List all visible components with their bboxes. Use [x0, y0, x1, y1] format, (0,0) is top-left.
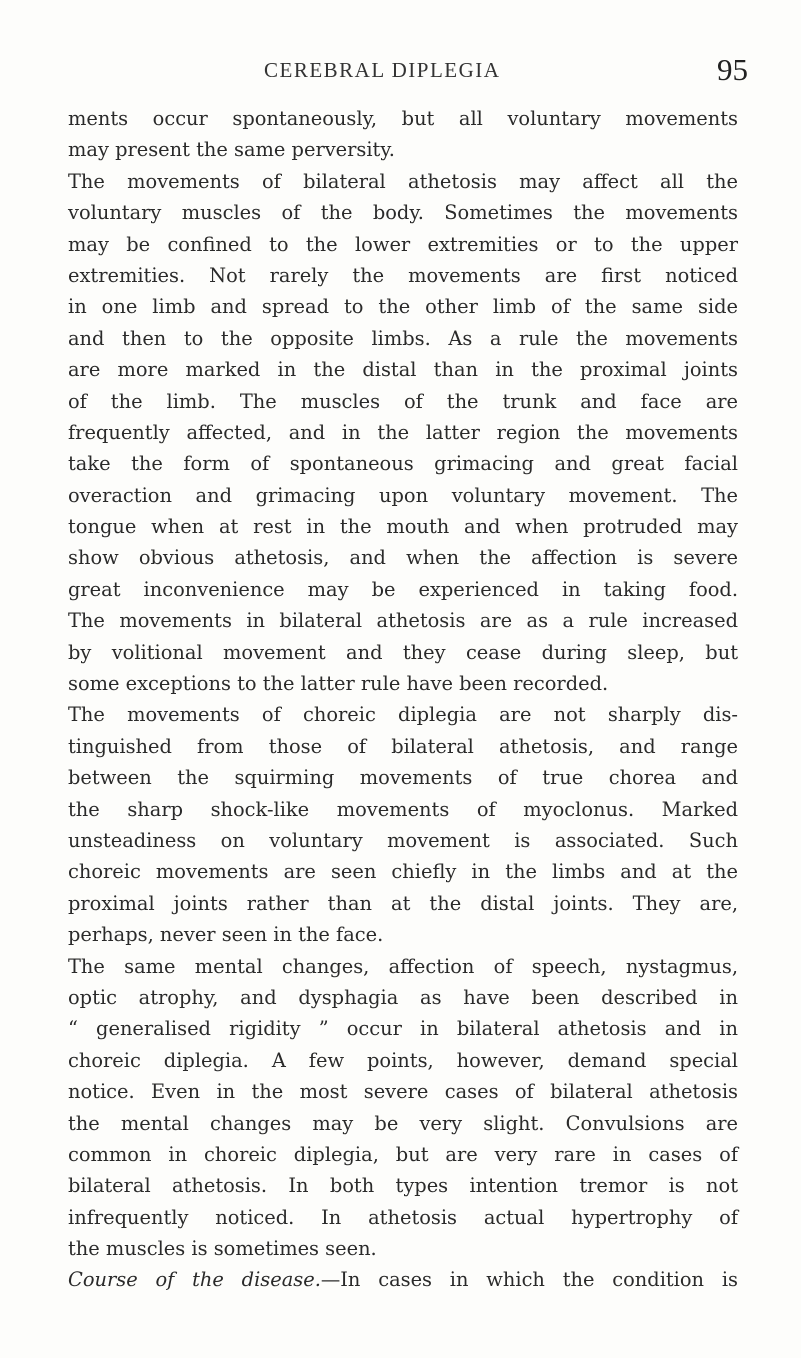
text-line: infrequently noticed. In athetosis actual hypertrophy of — [68, 1205, 738, 1229]
text-line: take the form of spontaneous grimacing and great facial — [68, 452, 738, 476]
text-line: bilateral athetosis. In both types intention tremor is not — [68, 1174, 738, 1198]
text-line: perhaps, never seen in the face. — [68, 923, 384, 947]
body-text — [68, 103, 738, 1296]
text-line: common in choreic diplegia, but are very rare in cases of — [68, 1142, 738, 1166]
running-title: CEREBRAL DIPLEGIA — [264, 58, 501, 82]
text-line: “ generalised rigidity ” occur in bilateral athetosis and in — [68, 1017, 738, 1041]
text-line: The same mental changes, affection of speech, nystagmus, — [68, 954, 738, 978]
text-line: some exceptions to the latter rule have been recorded. — [68, 672, 609, 696]
text-line: ments occur spontaneously, but all voluntary movements — [68, 107, 738, 130]
text-line: proximal joints rather than at the distal joints. They are, — [68, 891, 738, 915]
text-line: great inconvenience may be experienced in taking food. — [68, 577, 738, 601]
text-line: notice. Even in the most severe cases of bilateral athetosis — [68, 1080, 738, 1104]
text-line: tinguished from those of bilateral athetosis, and range — [68, 734, 738, 758]
section-text: —In cases in which the condition is — [320, 1268, 738, 1292]
text-line: the muscles is sometimes seen. — [68, 1237, 377, 1261]
text-line: of the limb. The muscles of the trunk and face are — [68, 389, 738, 413]
text-line: voluntary muscles of the body. Sometimes the movements — [68, 201, 738, 225]
text-line: optic atrophy, and dysphagia as have been described in — [68, 985, 738, 1009]
section-heading-italic: Course of the disease. — [68, 1268, 321, 1292]
text-line: may be confined to the lower extremities or to the upper — [68, 232, 738, 256]
text-line: show obvious athetosis, and when the affection is severe — [68, 546, 738, 570]
text-line: frequently affected, and in the latter region the movements — [68, 420, 738, 444]
text-line: choreic movements are seen chiefly in the limbs and at the — [68, 860, 738, 884]
text-line: overaction and grimacing upon voluntary movement. The — [68, 483, 738, 507]
text-line: The movements of bilateral athetosis may affect all the — [68, 169, 738, 193]
text-line: choreic diplegia. A few points, however, demand special — [68, 1048, 738, 1072]
text-line: the mental changes may be very slight. Convulsions are — [68, 1111, 738, 1135]
text-line: and then to the opposite limbs. As a rule the movements — [68, 326, 738, 350]
text-line: extremities. Not rarely the movements are first noticed — [68, 263, 738, 287]
running-head — [68, 52, 748, 90]
text-line: The movements of choreic diplegia are not sharply dis- — [68, 703, 738, 727]
text-line: the sharp shock-like movements of myoclonus. Marked — [68, 797, 738, 821]
text-line: between the squirming movements of true chorea and — [68, 766, 738, 790]
text-line: are more marked in the distal than in the proximal joints — [68, 358, 738, 382]
text-line: may present the same perversity. — [68, 138, 395, 162]
page-number: 95 — [717, 52, 748, 87]
text-line: The movements in bilateral athetosis are as a rule increased — [68, 609, 738, 633]
text-line: by volitional movement and they cease during sleep, but — [68, 640, 738, 664]
text-line: unsteadiness on voluntary movement is associated. Such — [68, 828, 738, 852]
final-text-line — [68, 1264, 738, 1295]
text-line: tongue when at rest in the mouth and when protruded may — [68, 515, 738, 539]
text-line: in one limb and spread to the other limb of the same side — [68, 295, 738, 319]
